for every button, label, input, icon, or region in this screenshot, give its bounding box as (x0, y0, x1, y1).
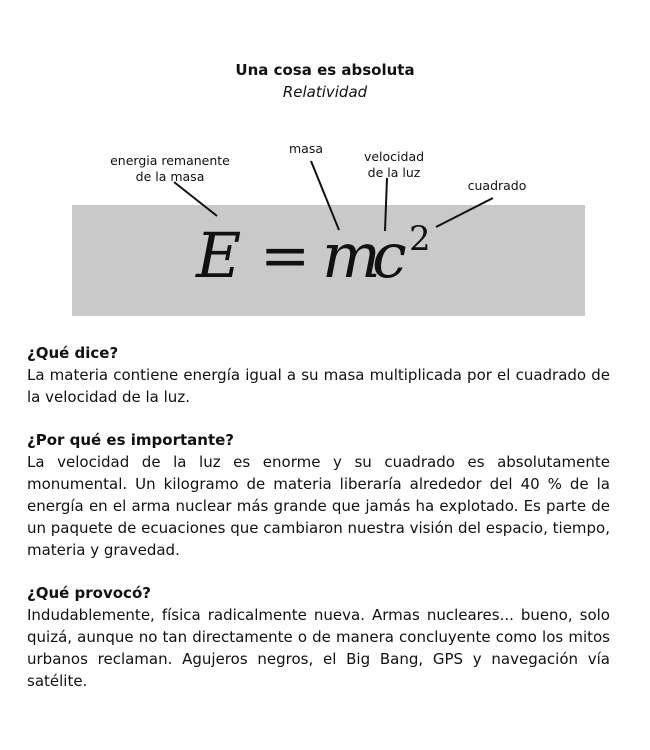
label-mass: masa (288, 141, 324, 156)
label-square: cuadrado (467, 178, 527, 193)
formula-equals-sign: = (260, 221, 311, 291)
section-title: ¿Qué provocó? (27, 584, 151, 602)
page-header (0, 60, 650, 102)
label-energy-line2: de la masa (135, 169, 205, 184)
section-body: La materia contiene energía igual a su masa multiplicada por el cuadrado de la velocidad de la luz. (27, 366, 610, 406)
page-subtitle: Relatividad (282, 83, 368, 101)
section-why-important (27, 429, 610, 561)
label-energy-line1: energia remanente (110, 153, 230, 168)
equation-diagram (0, 130, 650, 330)
section-title: ¿Por qué es importante? (27, 431, 234, 449)
section-what-it-caused (27, 582, 610, 692)
formula-symbol-c: c (372, 219, 407, 292)
page-title: Una cosa es absoluta (235, 61, 415, 79)
section-title: ¿Qué dice? (27, 344, 119, 362)
label-speed-line2: de la luz (367, 165, 421, 180)
formula-symbol-m: m (322, 219, 381, 292)
section-body: Indudablemente, física radicalmente nueva. Armas nucleares... bueno, solo quizá, aunque no tan directamente o de manera concluyente como los mitos urbanos reclaman. Agujeros negros, el Big Bang, GPS y navegación vía satélite. (27, 606, 610, 690)
section-body: La velocidad de la luz es enorme y su cuadrado es absolutamente monumental. Un kilogramo de materia liberaría alrededor del 40 % de la energía en el arma nuclear más grande que jamás ha explotado. Es parte de un paquete de ecuaciones que cambiaron nuestra visión del espacio, tiempo, materia y gravedad. (27, 453, 610, 559)
label-speed-line1: velocidad (363, 149, 425, 164)
section-what-it-says (27, 342, 610, 408)
formula-symbol-e: E (196, 219, 242, 292)
formula-exponent: 2 (409, 219, 431, 259)
equation-figure (0, 130, 650, 330)
content-sections (27, 342, 610, 713)
